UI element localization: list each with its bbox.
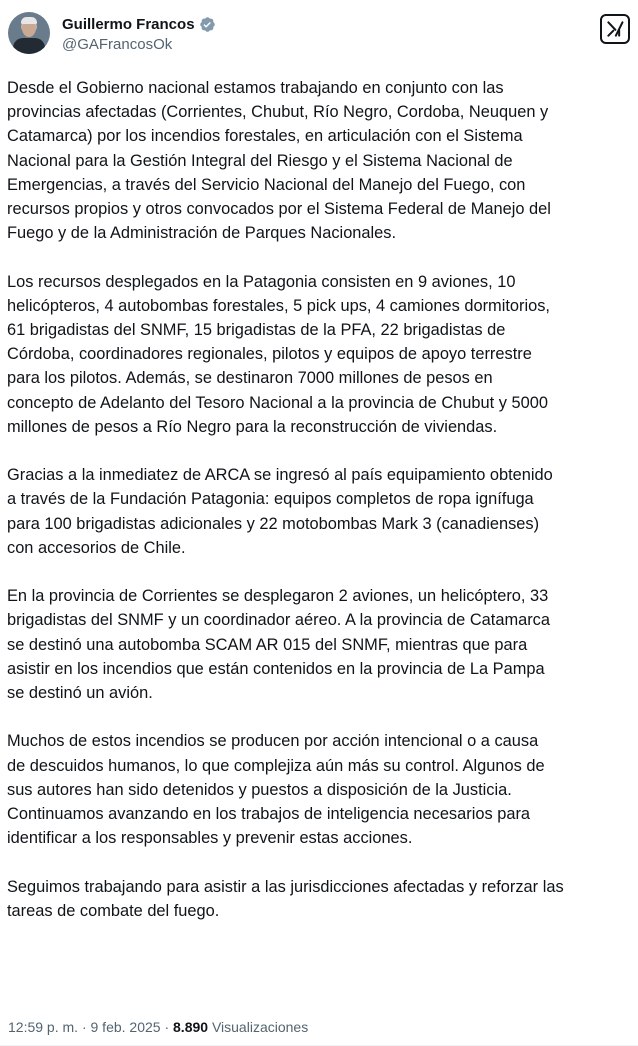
post-text-line: millones de pesos a Río Negro para la reconstrucción de viviendas. [7, 417, 498, 436]
author-name-row [62, 14, 216, 34]
meta-separator: · [164, 1019, 170, 1035]
post-text-line: Emergencias, a través del Servicio Nacional del Manejo del Fuego, con [7, 175, 526, 194]
post-paragraph [7, 584, 633, 705]
post-text-line: Continuamos avanzando en los trabajos de inteligencia necesarios para [7, 805, 531, 824]
avatar-hair [21, 17, 37, 24]
author-handle[interactable]: @GAFrancosOk [62, 36, 173, 53]
post-meta [8, 1019, 308, 1035]
post-text-line: recursos propios y otros convocados por el Sistema Federal de Manejo del [7, 200, 551, 219]
post-paragraph [7, 463, 633, 560]
post-body [7, 76, 633, 947]
post-text-line: Desde el Gobierno nacional estamos trabajando en conjunto con las [7, 79, 504, 97]
post-text-line: Los recursos desplegados en la Patagonia consisten en 9 aviones, 10 [7, 272, 516, 291]
avatar-suit [13, 38, 45, 54]
post-text-line: provincias afectadas (Corrientes, Chubut, Río Negro, Cordoba, Neuquen y [7, 103, 549, 122]
post-paragraph [7, 76, 633, 245]
post-text-line: 61 brigadistas del SNMF, 15 brigadistas de la PFA, 22 brigadistas de [7, 321, 506, 340]
post-paragraph [7, 875, 633, 923]
post-text-line: Córdoba, coordinadores regionales, pilotos y equipos de apoyo terrestre [7, 345, 532, 364]
post-text-line: brigadistas del SNMF y un coordinador aéreo. A la provincia de Catamarca [7, 611, 550, 630]
post-text-line: concepto de Adelanto del Tesoro Nacional a la provincia de Chubut y 5000 [7, 393, 548, 412]
post-text-line: tareas de combate del fuego. [7, 901, 220, 920]
post-text-line: Gracias a la inmediatez de ARCA se ingresó al país equipamiento obtenido [7, 466, 553, 485]
post-text-line: Catamarca) por los incendios forestales, en articulación con el Sistema [7, 127, 523, 146]
post-text-line: sus autores han sido detenidos y puestos a disposición de la Justicia. [7, 780, 512, 799]
post-text-line: Fuego y de la Administración de Parques Nacionales. [7, 224, 397, 243]
views-count: 8.890 [173, 1019, 209, 1035]
avatar[interactable] [8, 12, 50, 54]
post-text-line: Muchos de estos incendios se producen por acción intencional o a causa [7, 732, 539, 751]
post-text-line: identificar a los responsables y prevenir estas acciones. [7, 829, 413, 848]
post-time[interactable]: 12:59 p. m. [8, 1019, 79, 1035]
author-name[interactable]: Guillermo Francos [62, 15, 195, 33]
post-header [8, 12, 630, 60]
post-text-line: se destinó un avión. [7, 684, 153, 703]
post-paragraph [7, 729, 633, 850]
post-text-line: de descuidos humanos, lo que complejiza aún más su control. Algunos de [7, 756, 545, 775]
post-text-line: a través de la Fundación Patagonia: equipos completos de ropa ignífuga [7, 490, 534, 509]
post-text-line: para los pilotos. Además, se destinaron 7000 millones de pesos en [7, 369, 493, 388]
grok-button[interactable] [600, 14, 630, 44]
meta-separator: · [81, 1019, 87, 1035]
post-date[interactable]: 9 feb. 2025 [90, 1019, 161, 1035]
post-text-line: En la provincia de Corrientes se desplegaron 2 aviones, un helicóptero, 33 [7, 587, 549, 606]
verified-badge-icon [199, 16, 216, 33]
post-text-line: para 100 brigadistas adicionales y 22 motobombas Mark 3 (canadienses) [7, 514, 540, 533]
post-text-line: helicópteros, 4 autobombas forestales, 5 pick ups, 4 camiones dormitorios, [7, 296, 550, 315]
views-label: Visualizaciones [211, 1019, 309, 1035]
post-text-line: Nacional para la Gestión Integral del Riesgo y el Sistema Nacional de [7, 151, 513, 170]
grok-icon [605, 19, 625, 39]
post-text-line: asistir en los incendios que están contenidos en la provincia de La Pampa [7, 659, 545, 678]
post-text-line: Seguimos trabajando para asistir a las jurisdicciones afectadas y reforzar las [7, 877, 564, 896]
post-text-line: con accesorios de Chile. [7, 538, 186, 557]
post-paragraph [7, 270, 633, 439]
post-text-line: se destinó una autobomba SCAM AR 015 del SNMF, mientras que para [7, 635, 528, 654]
